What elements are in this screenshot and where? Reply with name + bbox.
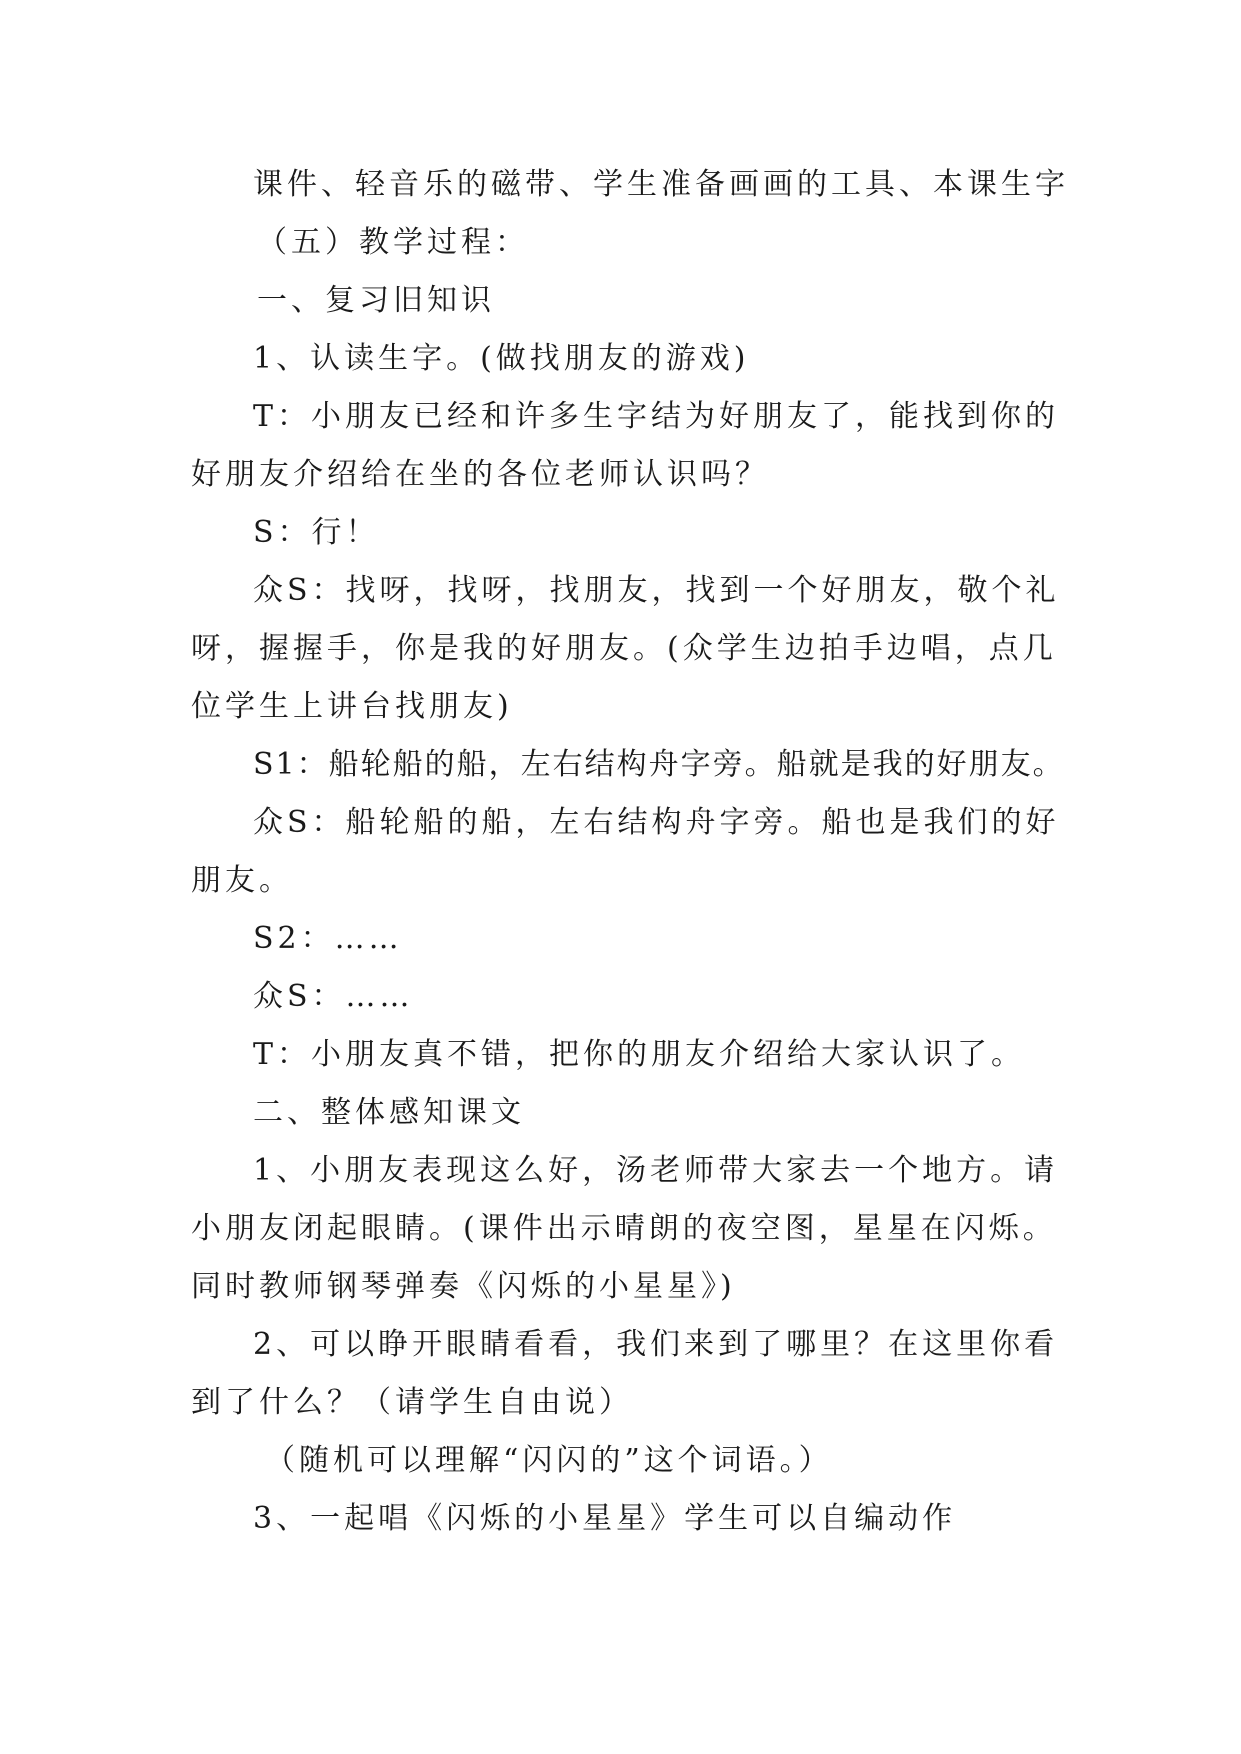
text-line: 同时教师钢琴弹奏《闪烁的小星星》) — [191, 1269, 736, 1304]
text-line: 呀，握握手，你是我的好朋友。(众学生边拍手边唱，点几 — [191, 631, 1057, 666]
text-line: S1：船轮船的船，左右结构舟字旁。船就是我的好朋友。 — [253, 747, 1065, 782]
text-line: 小朋友闭起眼睛。(课件出示晴朗的夜空图，星星在闪烁。 — [191, 1211, 1057, 1246]
text-line: 课件、轻音乐的磁带、学生准备画画的工具、本课生字 — [253, 167, 1069, 202]
text-line: S：行！ — [253, 515, 380, 550]
text-line: 1、小朋友表现这么好，汤老师带大家去一个地方。请 — [253, 1153, 1059, 1188]
text-line: 众S：…… — [253, 979, 414, 1014]
text-line: 好朋友介绍给在坐的各位老师认识吗？ — [191, 457, 769, 492]
section-heading: 一、复习旧知识 — [257, 283, 495, 318]
text-line: T：小朋友真不错，把你的朋友介绍给大家认识了。 — [253, 1037, 1026, 1072]
text-line: 3、一起唱《闪烁的小星星》学生可以自编动作 — [253, 1501, 957, 1536]
text-line: 2、可以睁开眼睛看看，我们来到了哪里？在这里你看 — [253, 1327, 1059, 1362]
text-line: 众S：找呀，找呀，找朋友，找到一个好朋友，敬个礼 — [253, 573, 1060, 608]
text-line: 众S：船轮船的船，左右结构舟字旁。船也是我们的好 — [253, 805, 1060, 840]
text-line: T：小朋友已经和许多生字结为好朋友了，能找到你的 — [253, 399, 1060, 434]
text-line: 1、认读生字。(做找朋友的游戏) — [253, 341, 750, 376]
text-line: 朋友。 — [191, 863, 293, 898]
text-line: S2：…… — [253, 921, 403, 956]
text-line: 位学生上讲台找朋友) — [191, 689, 513, 724]
section-heading: （五）教学过程： — [257, 225, 529, 260]
text-line: 到了什么？（请学生自由说） — [191, 1385, 633, 1420]
section-heading: 二、整体感知课文 — [253, 1095, 525, 1130]
text-line: （随机可以理解“闪闪的”这个词语。） — [265, 1443, 833, 1478]
